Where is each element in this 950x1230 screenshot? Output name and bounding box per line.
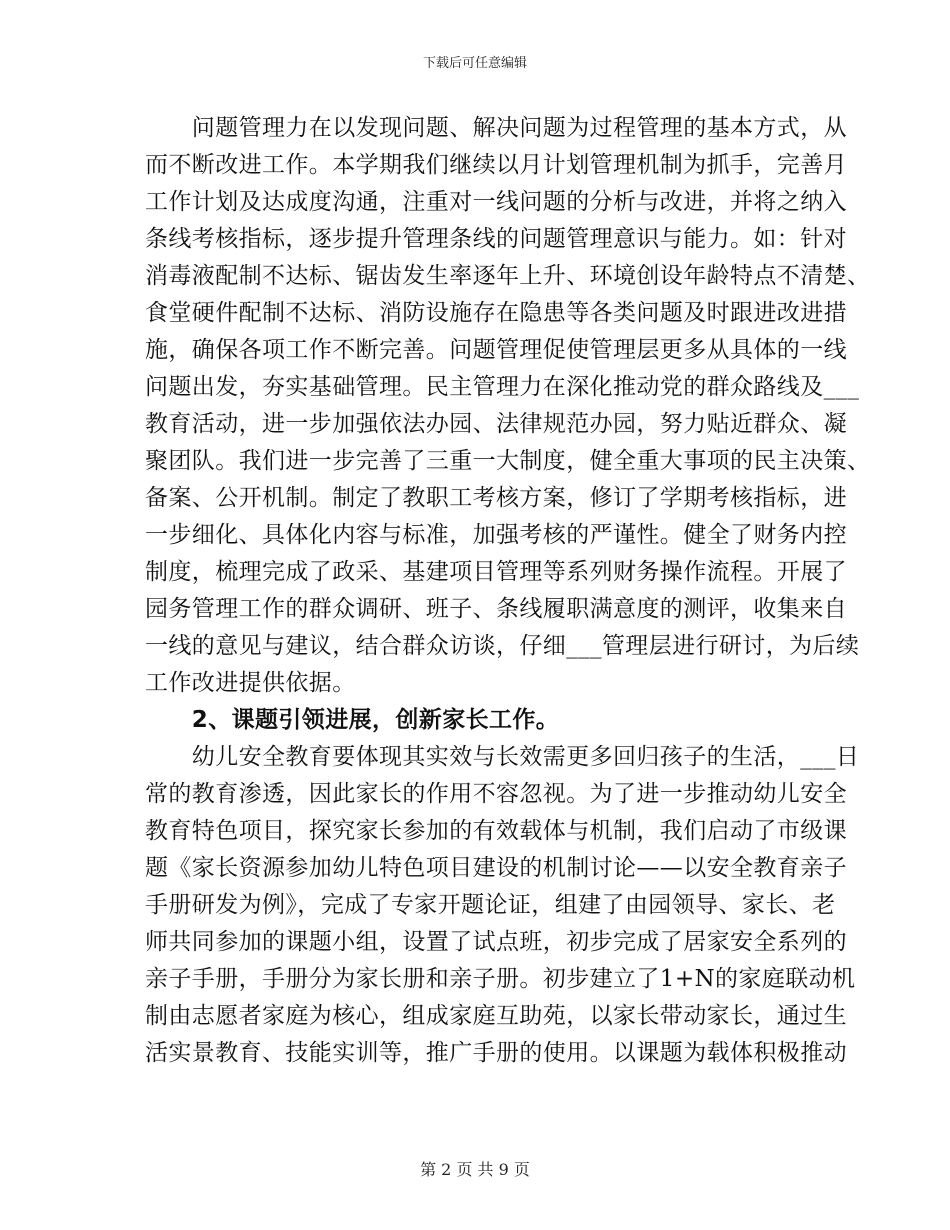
paragraph-line: 备案、公开机制。制定了教职工考核方案，修订了学期考核指标，进 xyxy=(145,485,847,511)
paragraph-line: 施，确保各项工作不断完善。问题管理促使管理层更多从具体的一线 xyxy=(145,337,847,363)
paragraph-line: 园务管理工作的群众调研、班子、条线履职满意度的测评，收集来自 xyxy=(145,596,847,622)
paragraph-line: 消毒液配制不达标、锯齿发生率逐年上升、环境创设年龄特点不清楚、 xyxy=(145,263,871,289)
paragraph-line: 工作改进提供依据。 xyxy=(145,670,356,696)
paragraph-line: 制度，梳理完成了政采、基建项目管理等系列财务操作流程。开展了 xyxy=(145,559,847,585)
paragraph-line: 亲子手册，手册分为家长册和亲子册。初步建立了1+N的家庭联动机 xyxy=(145,966,856,992)
page-indicator: 第 2 页 共 9 页 xyxy=(420,1160,530,1179)
paragraph-line: 而不断改进工作。本学期我们继续以月计划管理机制为抓手，完善月 xyxy=(145,152,847,178)
paragraph-line: 幼儿安全教育要体现其实效与长效需更多回归孩子的生活，___日 xyxy=(145,744,860,770)
paragraph-line: 活实景教育、技能实训等，推广手册的使用。以课题为载体积极推动 xyxy=(145,1040,847,1066)
paragraph-line: 工作计划及达成度沟通，注重对一线问题的分析与改进，并将之纳入 xyxy=(145,189,847,215)
paragraph-line: 常的教育渗透，因此家长的作用不容忽视。为了进一步推动幼儿安全 xyxy=(145,781,847,807)
paragraph-line: 题《家长资源参加幼儿特色项目建设的机制讨论——以安全教育亲子 xyxy=(145,855,847,881)
section-heading: 2、课题引领进展，创新家长工作。 xyxy=(145,707,560,733)
paragraph-line: 教育特色项目，探究家长参加的有效载体与机制，我们启动了市级课 xyxy=(145,818,847,844)
paragraph-line: 聚团队。我们进一步完善了三重一大制度，健全重大事项的民主决策、 xyxy=(145,448,871,474)
header-note: 下载后可任意编辑 xyxy=(422,56,527,71)
paragraph-line: 条线考核指标，逐步提升管理条线的问题管理意识与能力。如：针对 xyxy=(145,226,847,252)
paragraph-line: 一步细化、具体化内容与标准，加强考核的严谨性。健全了财务内控 xyxy=(145,522,847,548)
paragraph-line: 问题出发，夯实基础管理。民主管理力在深化推动党的群众路线及___ xyxy=(145,374,860,400)
paragraph-line: 师共同参加的课题小组，设置了试点班，初步完成了居家安全系列的 xyxy=(145,929,847,955)
paragraph-line: 食堂硬件配制不达标、消防设施存在隐患等各类问题及时跟进改进措 xyxy=(145,300,847,326)
paragraph-line: 手册研发为例》，完成了专家开题论证，组建了由园领导、家长、老 xyxy=(145,892,836,918)
paragraph-line: 制由志愿者家庭为核心，组成家庭互助苑，以家长带动家长，通过生 xyxy=(145,1003,847,1029)
paragraph-line: 问题管理力在以发现问题、解决问题为过程管理的基本方式，从 xyxy=(145,115,847,141)
paragraph-line: 教育活动，进一步加强依法办园、法律规范办园，努力贴近群众、凝 xyxy=(145,411,847,437)
paragraph-line: 一线的意见与建议，结合群众访谈，仔细___管理层进行研讨，为后续 xyxy=(145,633,860,659)
